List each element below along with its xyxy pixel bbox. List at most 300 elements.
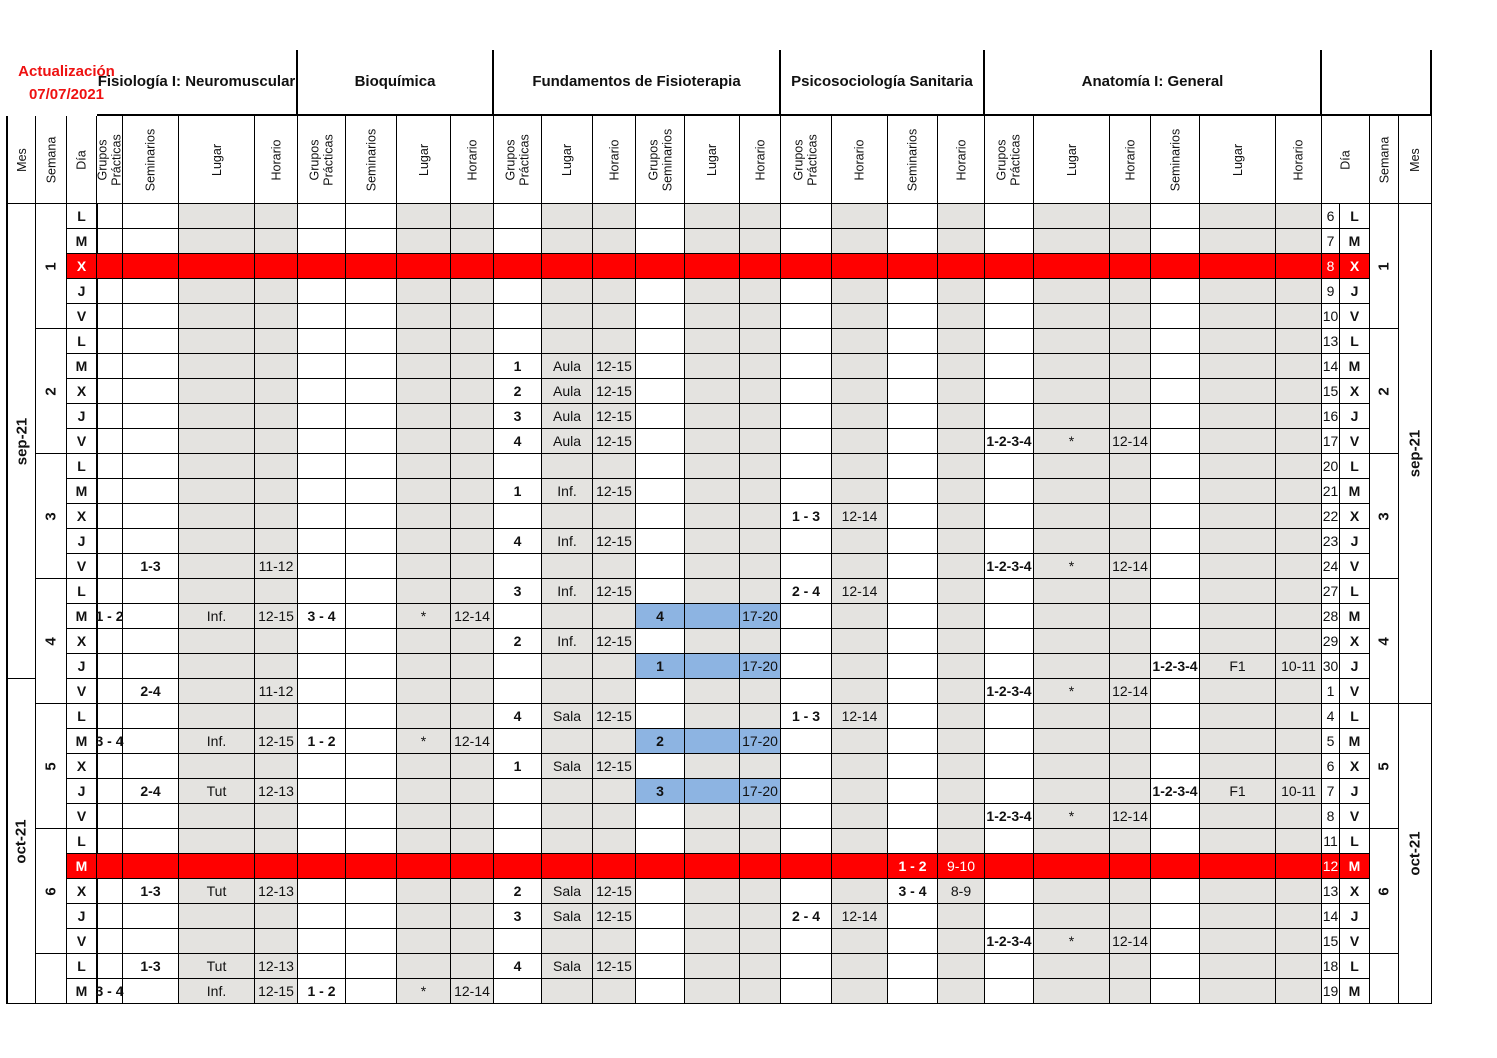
schedule-cell [1276,729,1322,754]
week-label [1370,579,1399,704]
schedule-cell [123,929,179,954]
schedule-cell [494,454,542,479]
schedule-cell: Aula [542,404,593,429]
schedule-cell [938,629,985,654]
schedule-cell: 12-15 [593,579,636,604]
schedule-cell [593,979,636,1004]
schedule-cell [179,904,255,929]
schedule-cell: 3 - 4 [298,604,346,629]
schedule-cell [938,679,985,704]
schedule-cell [1200,929,1276,954]
schedule-cell [255,229,298,254]
schedule-cell [832,329,888,354]
schedule-cell [494,854,542,879]
schedule-cell [346,829,397,854]
schedule-cell [298,229,346,254]
day-letter-right: L [1340,954,1370,979]
schedule-cell [542,254,593,279]
schedule-cell [636,379,685,404]
schedule-cell [1034,229,1110,254]
week-text: 3 [42,511,60,521]
schedule-cell [593,604,636,629]
header-label: Grupos Prácticas [503,133,532,186]
schedule-cell [397,354,451,379]
schedule-cell [781,654,832,679]
day-letter: J [67,904,97,929]
day-number-right: 1 [1322,679,1340,704]
schedule-cell: Sala [542,904,593,929]
schedule-cell: 12-14 [1110,554,1151,579]
schedule-cell [1276,279,1322,304]
day-letter-right: J [1340,904,1370,929]
day-number-right: 14 [1322,904,1340,929]
schedule-cell [985,304,1034,329]
schedule-cell: 12-14 [832,904,888,929]
schedule-cell: 1 - 3 [781,704,832,729]
schedule-cell [542,204,593,229]
schedule-cell [985,654,1034,679]
schedule-cell [593,804,636,829]
schedule-cell: 12-14 [1110,804,1151,829]
schedule-cell [1276,404,1322,429]
schedule-cell [1276,854,1322,879]
header-label: Horario [753,139,767,180]
schedule-cell [985,604,1034,629]
day-number-right: 22 [1322,504,1340,529]
day-number-right: 11 [1322,829,1340,854]
schedule-cell: 2 - 4 [781,904,832,929]
schedule-cell [1034,204,1110,229]
schedule-cell [832,604,888,629]
schedule-cell [740,854,781,879]
schedule-cell [179,329,255,354]
schedule-cell [685,579,740,604]
schedule-cell: Aula [542,379,593,404]
schedule-cell [179,804,255,829]
schedule-cell: 12-15 [593,529,636,554]
schedule-cell [1034,904,1110,929]
header-label: Grupos Prácticas [995,133,1023,186]
schedule-cell [179,379,255,404]
day-letter: X [67,254,97,279]
schedule-cell [636,429,685,454]
schedule-cell: 1 - 2 [888,854,938,879]
schedule-cell [985,979,1034,1004]
schedule-cell [685,629,740,654]
sub-header [781,116,832,204]
schedule-cell [938,829,985,854]
schedule-cell: Inf. [542,579,593,604]
schedule-cell [685,379,740,404]
schedule-cell [1110,979,1151,1004]
schedule-cell: 10-11 [1276,654,1322,679]
schedule-cell [255,254,298,279]
schedule-cell [888,604,938,629]
schedule-cell [593,329,636,354]
schedule-cell [179,679,255,704]
schedule-cell [593,929,636,954]
schedule-cell [1276,804,1322,829]
day-letter: M [67,979,97,1004]
schedule-cell [888,654,938,679]
day-number-right: 14 [1322,354,1340,379]
schedule-cell [1151,829,1200,854]
schedule-cell [888,729,938,754]
schedule-cell [832,929,888,954]
schedule-cell [1276,579,1322,604]
schedule-cell [1110,204,1151,229]
schedule-cell [636,804,685,829]
schedule-cell [685,329,740,354]
schedule-cell [298,454,346,479]
schedule-cell [740,629,781,654]
schedule-cell [451,904,494,929]
schedule-cell [397,654,451,679]
day-number-right: 16 [1322,404,1340,429]
schedule-cell [346,929,397,954]
schedule-cell [636,279,685,304]
day-letter: L [67,579,97,604]
schedule-cell [1034,879,1110,904]
schedule-cell [938,704,985,729]
day-letter: V [67,929,97,954]
schedule-cell [636,579,685,604]
schedule-cell [542,329,593,354]
day-letter-right: X [1340,379,1370,404]
schedule-cell [888,754,938,779]
schedule-cell [397,279,451,304]
schedule-cell [298,529,346,554]
schedule-cell: Aula [542,429,593,454]
schedule-cell [346,704,397,729]
schedule-cell [781,954,832,979]
week-label [36,704,67,829]
day-letter: L [67,204,97,229]
header-label: Lugar [1230,143,1245,176]
schedule-cell [451,654,494,679]
schedule-cell [985,779,1034,804]
schedule-cell [740,379,781,404]
schedule-cell [1200,304,1276,329]
schedule-cell: 8-9 [938,879,985,904]
schedule-cell [494,304,542,329]
day-letter-right: X [1340,754,1370,779]
schedule-cell [1110,279,1151,304]
header-label: Horario [1291,139,1306,180]
header-label: Lugar [704,143,719,176]
schedule-cell [1034,479,1110,504]
schedule-cell [1276,754,1322,779]
schedule-cell [542,504,593,529]
schedule-cell [179,629,255,654]
schedule-cell: 12-15 [593,379,636,404]
schedule-cell [685,604,740,629]
schedule-cell: 2 [636,729,685,754]
sub-header [1110,116,1151,204]
schedule-cell [451,579,494,604]
schedule-cell [397,879,451,904]
day-number-right: 30 [1322,654,1340,679]
schedule-cell [542,304,593,329]
schedule-cell [346,404,397,429]
right-header-blank [1322,50,1432,116]
schedule-cell [1200,204,1276,229]
schedule-cell [298,279,346,304]
schedule-cell [1276,904,1322,929]
schedule-cell [740,579,781,604]
schedule-cell [397,329,451,354]
schedule-cell: 2 [494,879,542,904]
sub-header [255,116,298,204]
schedule-cell: Sala [542,954,593,979]
schedule-cell [123,979,179,1004]
schedule-cell [123,354,179,379]
week-text: 6 [1375,886,1393,896]
schedule-cell [298,379,346,404]
schedule-cell [298,579,346,604]
schedule-cell [397,429,451,454]
schedule-cell [1276,454,1322,479]
header-label: Semana [1377,136,1391,183]
schedule-cell: 1 [494,754,542,779]
day-letter-right: V [1340,304,1370,329]
schedule-cell [542,604,593,629]
day-letter: X [67,504,97,529]
schedule-cell: Sala [542,704,593,729]
schedule-cell [1200,379,1276,404]
schedule-cell [1151,254,1200,279]
schedule-cell [593,229,636,254]
schedule-cell [1200,754,1276,779]
schedule-cell [832,404,888,429]
schedule-cell [740,954,781,979]
schedule-cell [1200,429,1276,454]
week-label [36,954,67,1004]
schedule-cell [97,929,123,954]
schedule-cell [593,854,636,879]
sub-header [1276,116,1322,204]
schedule-cell: 1-2-3-4 [1151,779,1200,804]
schedule-cell [985,954,1034,979]
schedule-cell [298,479,346,504]
sub-header [542,116,593,204]
week-label [1370,704,1399,829]
schedule-cell [298,679,346,704]
schedule-cell [346,654,397,679]
schedule-cell [636,204,685,229]
schedule-cell [685,554,740,579]
schedule-cell [1200,629,1276,654]
schedule-cell [985,479,1034,504]
schedule-cell [832,229,888,254]
schedule-cell [636,504,685,529]
schedule-cell [451,204,494,229]
schedule-cell [685,479,740,504]
schedule-cell [255,754,298,779]
schedule-cell [494,554,542,579]
schedule-cell [1034,629,1110,654]
schedule-cell [740,704,781,729]
schedule-cell [832,304,888,329]
schedule-cell [123,604,179,629]
schedule-cell [1200,854,1276,879]
schedule-cell [636,704,685,729]
schedule-cell [1034,704,1110,729]
schedule-cell [938,354,985,379]
schedule-cell [123,579,179,604]
schedule-cell: * [1034,554,1110,579]
schedule-cell [123,404,179,429]
schedule-cell [888,554,938,579]
schedule-cell [1151,604,1200,629]
week-label [36,579,67,704]
header-label: Mes [1408,147,1422,172]
day-number-right: 18 [1322,954,1340,979]
schedule-cell [832,854,888,879]
schedule-cell [494,254,542,279]
schedule-cell [1110,304,1151,329]
update-label: Actualización 07/07/2021 [18,63,115,103]
schedule-cell [1034,354,1110,379]
schedule-cell: 2 - 4 [781,579,832,604]
week-label [1370,954,1399,1004]
schedule-cell [938,654,985,679]
schedule-cell [740,829,781,854]
schedule-cell [985,904,1034,929]
schedule-cell [451,379,494,404]
schedule-cell [1200,579,1276,604]
schedule-cell: 2 [494,379,542,404]
schedule-cell [123,304,179,329]
schedule-cell: Tut [179,879,255,904]
left-header-2 [67,116,97,204]
schedule-cell [451,504,494,529]
schedule-cell [1110,354,1151,379]
schedule-cell [832,554,888,579]
day-letter: M [67,854,97,879]
schedule-cell [97,429,123,454]
schedule-cell [888,979,938,1004]
schedule-cell: 1-2-3-4 [985,804,1034,829]
schedule-cell [685,354,740,379]
schedule-cell [938,779,985,804]
schedule-cell [179,354,255,379]
schedule-cell [397,304,451,329]
header-label: Lugar [209,143,224,176]
schedule-cell: 1 [494,479,542,504]
schedule-cell [938,604,985,629]
header-label: Día [74,149,89,170]
schedule-cell [593,779,636,804]
schedule-cell [781,529,832,554]
schedule-cell [1110,229,1151,254]
day-letter-right: L [1340,579,1370,604]
schedule-cell [938,729,985,754]
schedule-cell [494,679,542,704]
schedule-cell [1151,504,1200,529]
schedule-cell [346,354,397,379]
schedule-cell [1151,554,1200,579]
schedule-cell [888,229,938,254]
schedule-cell [298,304,346,329]
month-text: oct-21 [13,818,30,864]
schedule-cell [1200,704,1276,729]
day-number-right: 6 [1322,204,1340,229]
day-letter: J [67,279,97,304]
header-label: Lugar [416,143,431,176]
schedule-cell [888,829,938,854]
day-number-right: 29 [1322,629,1340,654]
schedule-cell: 9-10 [938,854,985,879]
schedule-cell [451,454,494,479]
schedule-cell [938,529,985,554]
schedule-cell [1276,329,1322,354]
schedule-cell [397,854,451,879]
schedule-cell [740,254,781,279]
left-header-0 [6,116,36,204]
schedule-cell [1151,754,1200,779]
schedule-cell [636,854,685,879]
day-letter-right: L [1340,829,1370,854]
schedule-cell [832,754,888,779]
schedule-cell [1200,904,1276,929]
schedule-cell [1151,204,1200,229]
schedule-cell [397,254,451,279]
day-letter: L [67,454,97,479]
day-letter: M [67,229,97,254]
schedule-cell: 12-13 [255,954,298,979]
schedule-cell [593,829,636,854]
schedule-cell [832,454,888,479]
week-text: 1 [42,261,60,271]
schedule-cell [740,554,781,579]
schedule-cell [346,854,397,879]
schedule-cell [593,554,636,579]
schedule-cell [346,304,397,329]
schedule-cell [593,304,636,329]
schedule-cell [781,454,832,479]
schedule-cell: 3 [494,404,542,429]
schedule-cell [255,354,298,379]
header-label: Lugar [559,143,574,176]
schedule-cell [1276,704,1322,729]
day-number-right: 28 [1322,604,1340,629]
schedule-cell [298,554,346,579]
day-number-right: 15 [1322,379,1340,404]
schedule-cell [97,254,123,279]
schedule-cell [179,854,255,879]
schedule-cell [740,504,781,529]
schedule-cell [451,404,494,429]
schedule-cell [781,354,832,379]
schedule-cell [1110,254,1151,279]
schedule-cell [346,529,397,554]
schedule-cell: 2 [494,629,542,654]
header-label: Horario [852,139,867,180]
header-label: Horario [607,139,621,180]
schedule-cell [938,329,985,354]
schedule-cell [781,604,832,629]
schedule-cell [451,679,494,704]
schedule-cell [123,379,179,404]
schedule-cell: 17-20 [740,779,781,804]
schedule-cell [1110,779,1151,804]
schedule-cell [781,204,832,229]
schedule-cell [1200,804,1276,829]
schedule-cell [397,754,451,779]
header-label: Seminarios [143,128,158,191]
schedule-cell: 4 [636,604,685,629]
